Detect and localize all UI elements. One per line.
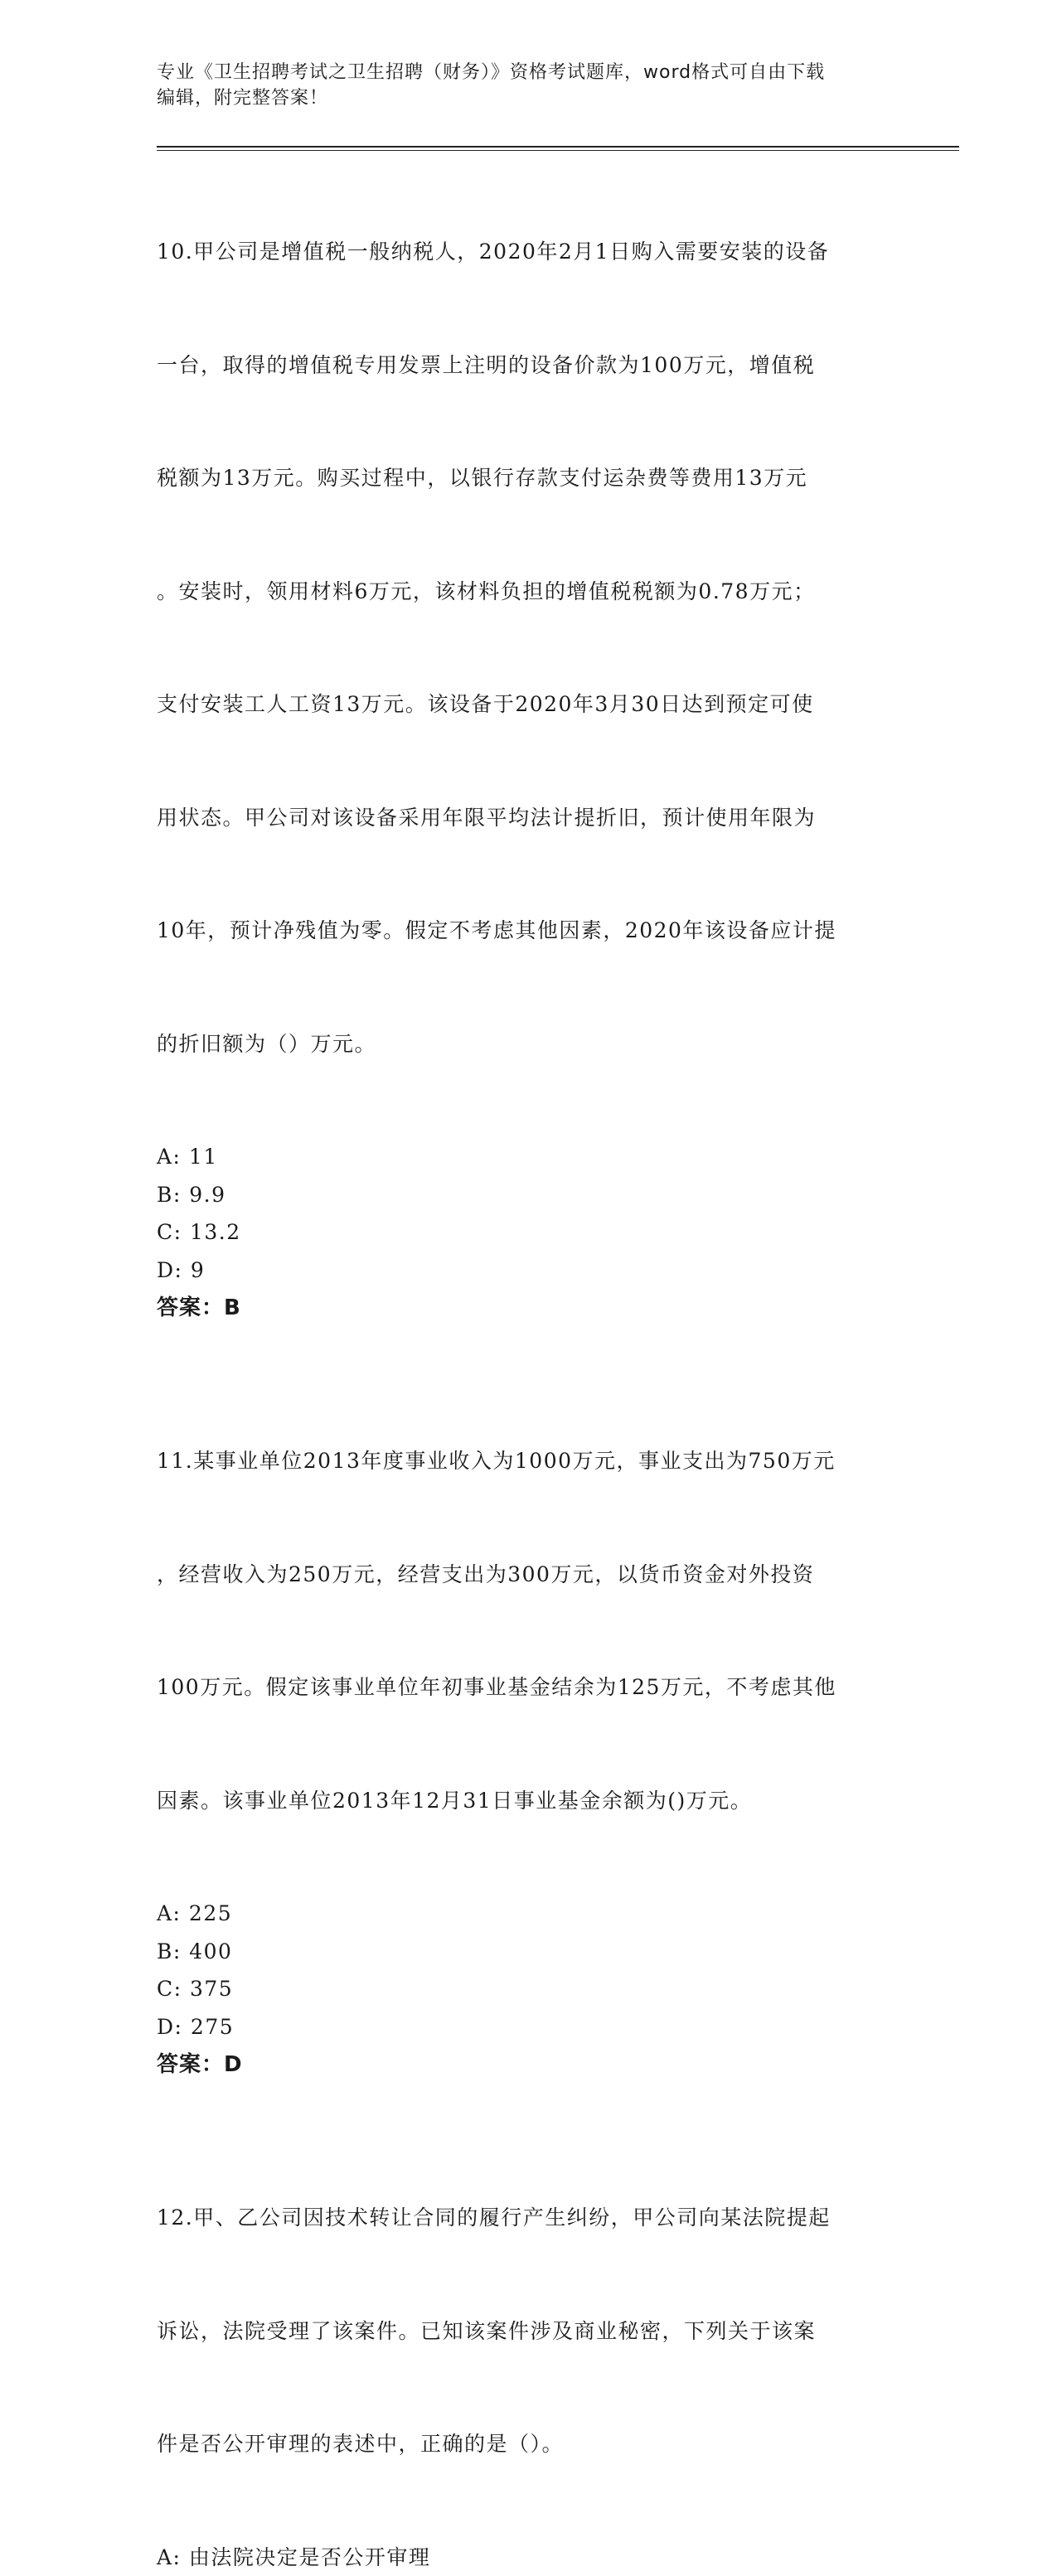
question-10 [157,157,903,1327]
stem-line: 10.甲公司是增值税一般纳税人，2020年2月1日购入需要安装的设备 [157,233,903,271]
answer-label: 答案：B [157,1289,903,1327]
header-divider-thin [157,150,959,151]
stem-line: 因素。该事业单位2013年12月31日事业基金余额为()万元。 [157,1782,903,1820]
stem-line: 的折旧额为（）万元。 [157,1025,903,1063]
option-b: B: 9.9 [157,1176,903,1214]
stem-line: 。安装时，领用材料6万元，该材料负担的增值税税额为0.78万元； [157,573,903,611]
question-11 [157,1367,903,2084]
stem-line: 11.某事业单位2013年度事业收入为1000万元，事业支出为750万元 [157,1442,903,1480]
option-c: C: 375 [157,1970,903,2008]
stem-line: 100万元。假定该事业单位年初事业基金结余为125万元，不考虑其他 [157,1668,903,1707]
answer-label: 答案：D [157,2046,903,2084]
stem-line: 一台，取得的增值税专用发票上注明的设备价款为100万元，增值税 [157,346,903,385]
question-stem [157,1367,903,1895]
option-a: A: 11 [157,1138,903,1176]
stem-line: 10年，预计净残值为零。假定不考虑其他因素，2020年该设备应计提 [157,912,903,950]
header-divider-thick [157,146,959,148]
stem-line: 税额为13万元。购买过程中，以银行存款支付运杂费等费用13万元 [157,459,903,497]
stem-line: 件是否公开审理的表述中，正确的是（）。 [157,2425,903,2463]
header-line-1: 专业《卫生招聘考试之卫生招聘（财务）》资格考试题库，word格式可自由下载 [157,60,903,85]
option-d: D: 275 [157,2008,903,2046]
question-12 [157,2123,903,2576]
stem-line: ，经营收入为250万元，经营支出为300万元，以货币资金对外投资 [157,1556,903,1594]
option-b: B: 400 [157,1933,903,1971]
document-header [157,60,903,111]
question-stem [157,157,903,1138]
stem-line: 支付安装工人工资13万元。该设备于2020年3月30日达到预定可使 [157,685,903,724]
header-line-2: 编辑，附完整答案！ [157,85,903,111]
option-c: C: 13.2 [157,1213,903,1252]
option-a: A: 225 [157,1895,903,1933]
question-list [157,157,903,2576]
option-d: D: 9 [157,1252,903,1290]
stem-line: 用状态。甲公司对该设备采用年限平均法计提折旧，预计使用年限为 [157,799,903,837]
stem-line: 诉讼，法院受理了该案件。已知该案件涉及商业秘密，下列关于该案 [157,2312,903,2351]
stem-line: 12.甲、乙公司因技术转让合同的履行产生纠纷，甲公司向某法院提起 [157,2199,903,2237]
option-a: A: 由法院决定是否公开审理 [157,2539,903,2576]
question-stem [157,2123,903,2539]
